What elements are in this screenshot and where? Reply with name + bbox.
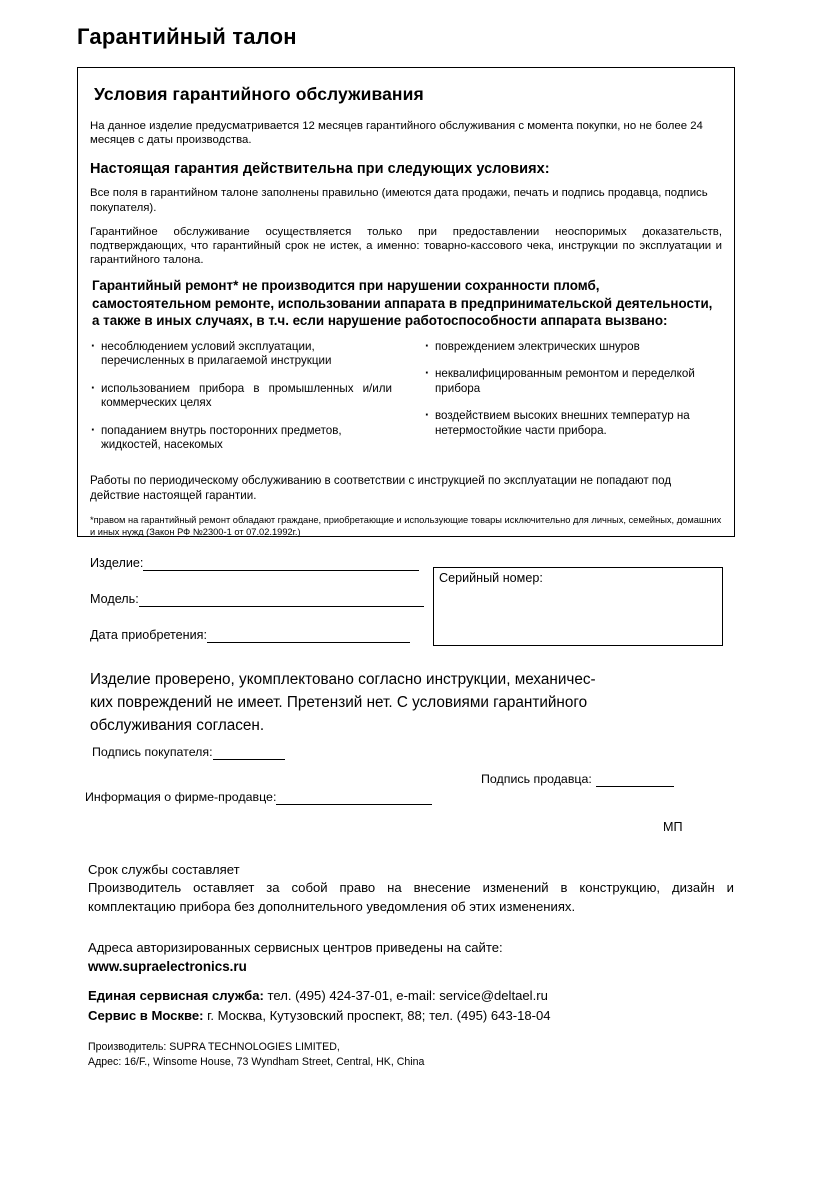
unified-service-value: тел. (495) 424-37-01, e-mail: service@deltael.ru: [267, 988, 548, 1003]
model-field-row: [90, 592, 424, 607]
seller-signature-input[interactable]: [596, 773, 674, 787]
service-centers-url[interactable]: www.supraelectronics.ru: [88, 959, 247, 974]
purchase-date-field-label: Дата приобретения:: [90, 628, 207, 642]
warranty-terms-box: [77, 67, 735, 537]
list-item: · повреждением электрических шнуров: [424, 340, 722, 355]
terms-footnote: *правом на гарантийный ремонт обладают граждане, приобретающие и использующие товары исключительно для личных, семейных, домашних и иных нужд (Закон РФ №2300-1 от 07.02.1992г.): [90, 515, 722, 537]
page-title: Гарантийный талон: [77, 24, 297, 49]
list-item: · воздействием высоких внешних температур на нетермостойкие части прибора.: [424, 409, 722, 438]
service-life-text: Срок службы составляет: [88, 862, 240, 877]
seller-signature-row: [481, 772, 674, 787]
model-field-label: Модель:: [90, 592, 139, 606]
declaration-line-2: ких повреждений не имеет. Претензий нет. С условиями гарантийного: [90, 694, 588, 711]
seller-info-row: [85, 790, 432, 805]
terms-condition-2: Гарантийное обслуживание осуществляется только при предоставлении неоспоримых доказательств, подтверждающих, что гарантийный срок не истек, а именно: товарно-кассового чека, инструкции по эксплуатации и гарантийного талона.: [90, 225, 722, 267]
bullets-column-right: [406, 340, 722, 466]
terms-conditions-heading: Настоящая гарантия действительна при следующих условиях:: [90, 161, 550, 178]
terms-periodic-service-note: Работы по периодическому обслуживанию в соответствии с инструкцией по эксплуатации не попадают под действие настоящей гарантии.: [90, 473, 672, 502]
manufacturer-info-block: [88, 1040, 424, 1069]
purchase-date-input[interactable]: [207, 629, 410, 643]
manufacturer-address: Адрес: 16/F., Winsome House, 73 Wyndham Street, Central, HK, China: [88, 1055, 425, 1068]
terms-heading: Условия гарантийного обслуживания: [94, 84, 424, 104]
seller-info-input[interactable]: [276, 791, 432, 805]
manufacturer-disclaimer: Производитель оставляет за собой право на внесение изменений в конструкцию, дизайн и комплектацию прибора без дополнительного уведомления об этих изменениях.: [88, 880, 734, 914]
moscow-service-label: Сервис в Москве:: [88, 1008, 204, 1023]
bullets-column-left: [90, 340, 406, 466]
buyer-declaration: [90, 668, 738, 737]
model-input[interactable]: [139, 593, 424, 607]
serial-number-label: Серийный номер:: [439, 571, 543, 585]
unified-service-label: Единая сервисная служба:: [88, 988, 264, 1003]
terms-exclusion-bullets: [90, 340, 722, 466]
warranty-terms-content: [90, 78, 722, 539]
seller-info-label: Информация о фирме-продавце:: [85, 790, 277, 804]
terms-intro-paragraph: На данное изделие предусматривается 12 месяцев гарантийного обслуживания с момента покупки, но не более 24 месяцев с даты производства.: [90, 120, 703, 147]
service-centers-block: [88, 938, 503, 976]
declaration-line-1: Изделие проверено, укомплектовано согласно инструкции, механичес-: [90, 671, 596, 688]
serial-number-box[interactable]: [433, 567, 723, 646]
buyer-signature-label: Подпись покупателя:: [92, 745, 213, 759]
seller-signature-label: Подпись продавца:: [481, 772, 592, 786]
moscow-service-row: [88, 1006, 551, 1026]
buyer-signature-input[interactable]: [213, 746, 285, 760]
list-item: · попаданием внутрь посторонних предметов, жидкостей, насекомых: [90, 424, 392, 453]
service-contacts-block: [88, 986, 551, 1026]
unified-service-row: [88, 986, 551, 1006]
list-item: · несоблюдением условий эксплуатации, перечисленных в прилагаемой инструкции: [90, 340, 392, 369]
list-item: · использованием прибора в промышленных и/или коммерческих целях: [90, 382, 392, 411]
manufacturer-name: Производитель: SUPRA TECHNOLOGIES LIMITED,: [88, 1041, 340, 1053]
declaration-line-3: обслуживания согласен.: [90, 717, 265, 734]
product-input[interactable]: [143, 557, 419, 571]
terms-exclusion-heading: Гарантийный ремонт* не производится при нарушении сохранности пломб, самостоятельном ремонте, использовании аппарата в предпринимательской деятельности, а также в иных случаях, в т.ч. если нарушение работоспособности аппарата вызвано:: [92, 278, 713, 329]
service-centers-intro: Адреса авторизированных сервисных центров приведены на сайте:: [88, 940, 503, 955]
stamp-placeholder: МП: [663, 820, 683, 834]
product-field-label: Изделие:: [90, 556, 144, 570]
purchase-date-field-row: [90, 628, 410, 643]
moscow-service-value: г. Москва, Кутузовский проспект, 88; тел. (495) 643-18-04: [207, 1008, 551, 1023]
list-item: · неквалифицированным ремонтом и переделкой прибора: [424, 367, 722, 396]
product-field-row: [90, 556, 419, 571]
buyer-signature-row: [92, 745, 285, 760]
terms-condition-1: Все поля в гарантийном талоне заполнены правильно (имеются дата продажи, печать и подпись продавца, подпись покупателя).: [90, 187, 708, 214]
